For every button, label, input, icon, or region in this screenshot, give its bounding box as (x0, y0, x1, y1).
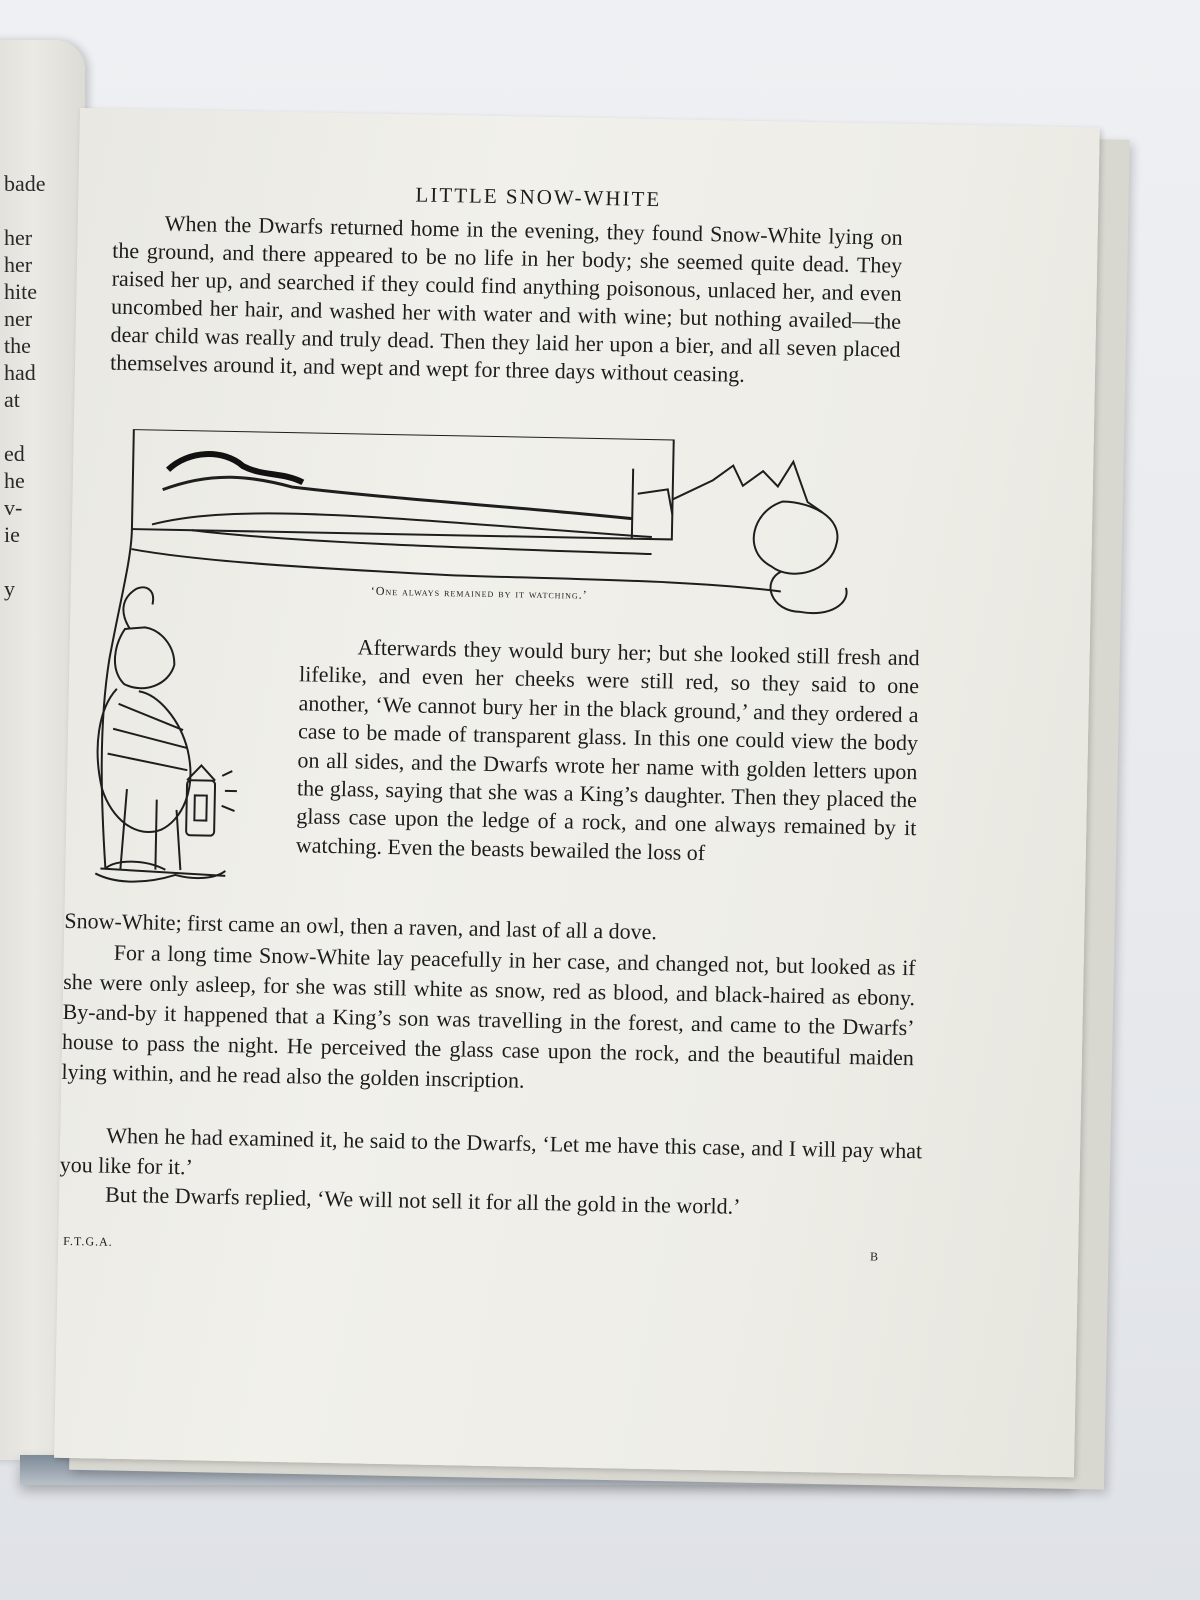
left-page-fragment: ed (4, 441, 25, 466)
footer-signature-right: B (869, 1249, 879, 1264)
paragraph-3: For a long time Snow-White lay peacefully in her case, and changed not, but looked as if she were only asleep, for she was still white as snow, red as blood, and black-haired as ebony. By-and-by it happened that a King’s son was travelling in the forest, and came to the Dwarfs’ house to pass the night. He perceived the glass case upon the rock, and the beautiful maiden lying within, and he read also the golden inscription. (61, 939, 916, 1093)
left-page-fragment: the (4, 333, 31, 358)
illustration-glass-case (132, 429, 674, 539)
left-page-fragment: her (4, 225, 33, 250)
left-page-fragment (4, 197, 74, 224)
left-page-fragment: hite (4, 279, 37, 304)
footer-signature-left: F.T.G.A. (63, 1233, 113, 1249)
left-page-fragment: v- (4, 495, 23, 520)
running-head: LITTLE SNOW-WHITE (415, 182, 662, 212)
paragraph-2-continued: Snow-White; first came an owl, then a raven, and last of all a dove. (64, 907, 658, 945)
illustration-lantern (186, 780, 215, 836)
paragraph-1: When the Dwarfs returned home in the evening, they found Snow-White lying on the ground, and there appeared to be no life in her body; she seemed quite dead. They raised her up, and searched if they could find anything poisonous, unlaced her, and even uncombed her hair, and washed her with water and with wine; but nothing availed—the dear child was really and truly dead. Then they laid her upon a bier, and all seven placed themselves around it, and wept and wept for three days without ceasing. (109, 210, 903, 387)
left-page-fragment: bade (4, 171, 46, 196)
left-page-text-fragments (4, 170, 74, 602)
left-page-fragment: he (4, 468, 25, 493)
left-page-fragment: at (4, 387, 20, 412)
paragraph-4: When he had examined it, he said to the Dwarfs, ‘Let me have this case, and I will pay what you like for it.’ (59, 1122, 923, 1180)
illustration-caption: ‘One always remained by it watching.’ (370, 583, 588, 602)
paragraph-5: But the Dwarfs replied, ‘We will not sell it for all the gold in the world.’ (104, 1181, 741, 1219)
book-page (54, 108, 1100, 1477)
left-page-fragment: ie (4, 522, 20, 547)
left-page-fragment: ner (4, 306, 33, 331)
left-page-fragment: her (4, 252, 33, 277)
left-page-fragment (4, 413, 74, 440)
paragraph-2: Afterwards they would bury her; but she looked still fresh and lifelike, and even her cheeks were still red, so they said to one another, ‘We cannot bury her in the black ground,’ and they ordered a case to be made of transparent glass. In this one could view the body on all sides, and the Dwarfs wrote her name with golden letters upon the glass, saying that she was a King’s daughter. Then they placed the glass case upon the ledge of a rock, and one always remained by it watching. Even the beasts bewailed the loss of (295, 634, 920, 865)
left-page-fragment (4, 548, 74, 575)
left-page-fragment: had (4, 360, 36, 385)
left-page-fragment: y (4, 576, 15, 601)
